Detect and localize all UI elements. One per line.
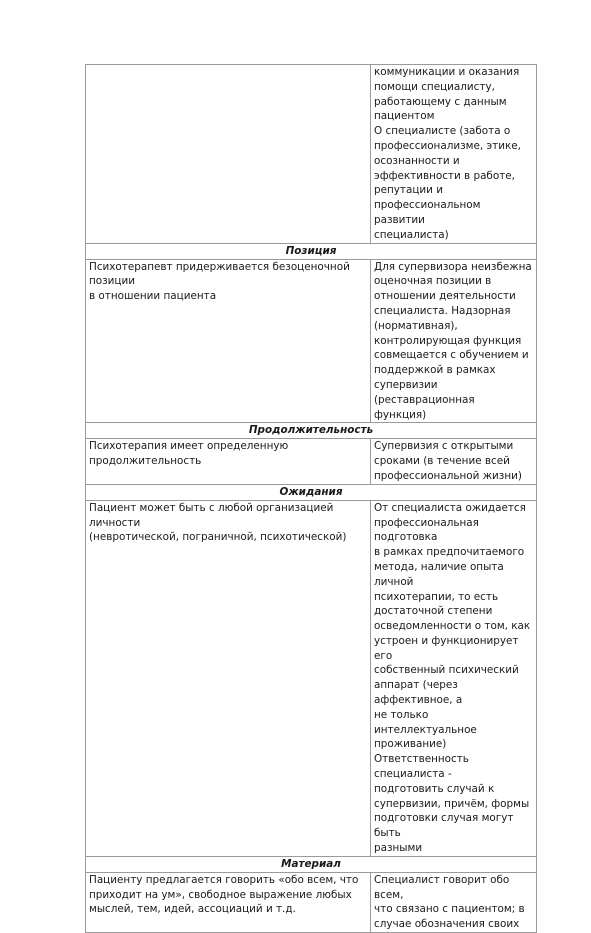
table-cell-right: [371, 500, 537, 856]
cell-text: коммуникации и оказания помощи специалисту, работающему с данным пациентом О специалисте (забота о профессионализме, этике, осознанности и эффективности в работе, репутации и профессиональном развитии специалиста): [374, 66, 521, 241]
section-header-row: [86, 856, 537, 872]
cell-text: Супервизия с открытыми сроками (в течение всей профессиональной жизни): [374, 440, 522, 482]
table-cell-left: [86, 259, 371, 423]
cell-text: Для супервизора неизбежна оценочная позиции в отношении деятельности специалиста. Надзорная (нормативная), контролирующая функция совмещается с обучением и поддержкой в рамках супервизии (реставрационная функция): [374, 260, 532, 421]
section-header-row: [86, 243, 537, 259]
table-row: [86, 439, 537, 484]
comparison-table: [85, 64, 537, 933]
table-cell-left: [86, 439, 371, 484]
table-cell-left: [86, 500, 371, 856]
cell-text: Пациент может быть с любой организацией личности (невротической, пограничной, психотической): [89, 501, 347, 544]
table-row: [86, 65, 537, 244]
cell-text: От специалиста ожидается профессиональная подготовка в рамках предпочитаемого метода, наличие опыта личной психотерапии, то есть достаточной степени осведомленности о том, как устроен и функционирует его собственный психический аппарат (через аффективное, а не только интеллектуальное проживание) Ответственность специалиста - подготовить случай к супервизии, причём, формы подготовки случая могут быть разными: [374, 501, 531, 855]
section-title: Материал: [86, 856, 537, 872]
section-header-row: [86, 423, 537, 439]
cell-text: Психотерапевт придерживается безоценочной позиции в отношении пациента: [89, 260, 350, 303]
table-row: [86, 872, 537, 932]
table-cell-right: [371, 259, 537, 423]
table-row: [86, 500, 537, 856]
table-cell-left: [86, 872, 371, 932]
table-cell-right: [371, 872, 537, 932]
cell-text: Пациенту предлагается говорить «обо всем, что приходит на ум», свободное выражение любых мыслей, тем, идей, ассоциаций и т.д.: [89, 873, 359, 916]
table-cell-right: [371, 439, 537, 484]
section-title: Позиция: [86, 243, 537, 259]
section-title: Ожидания: [86, 484, 537, 500]
table-cell-right: [371, 65, 537, 244]
section-title: Продолжительность: [86, 423, 537, 439]
section-header-row: [86, 484, 537, 500]
table-cell-left: [86, 65, 371, 244]
cell-text: Специалист говорит обо всем, что связано с пациентом; в случае обозначения своих: [374, 873, 525, 931]
table-row: [86, 259, 537, 423]
cell-text: Психотерапия имеет определенную продолжительность: [89, 440, 289, 468]
